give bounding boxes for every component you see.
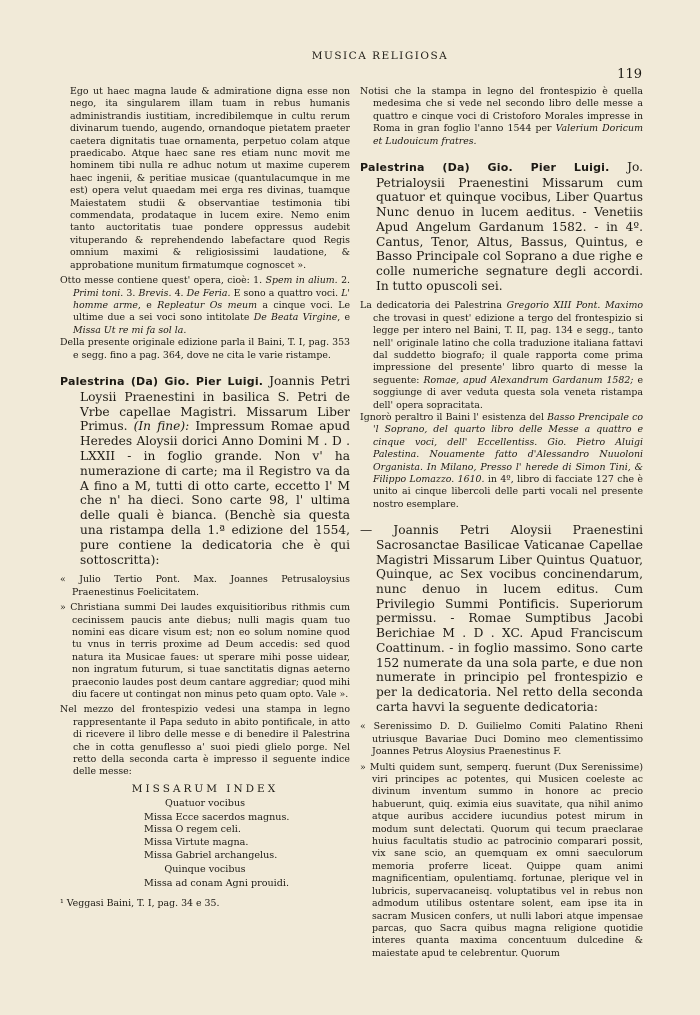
basso-principale-note: Ignorò peraltro il Baini l' esistenza del Basso Prencipale co 'l Soprano, del quarto libro delle Messe a quattro e cinque voci, dell' Eccellentiss. Gio. Pietro Aluigi Palestina. Nouamente fatto d'Alessandro Nuuoloni Organista. In Milano, Presso l' herede di Simon Tini, & Filippo Lomazzo. 1610. in 4º, libro di facciate 127 che è unito ai cinque libercoli delle parti vocali nel presente nostro esemplare. bbox=[360, 412, 643, 510]
entry-palestrina-liber-quartus: Palestrina (Da) Gio. Pier Luigi. Jo. Petrialoysii Praenestini Missarum cum quatuor et quinque vocibus, Liber Quartus Nunc denuo in lucem aeditus. - Venetiis Apud Angelum Gardanum 1582. - in 4º. Cantus, Tenor, Altus, Bassus, Quintus, e Basso Principale col Soprano a due righe e colle numeriche segnature degli accordi. In tutto opuscoli sei. bbox=[360, 160, 643, 293]
index-quinque-heading: Quinque vocibus bbox=[164, 864, 246, 876]
entry-liber-quintus: — Joannis Petri Aloysii Praenestini Sacrosanctae Basilicae Vaticanae Capellae Magistri Missarum Liber Quintus Quatuor, Quinque, ac Sex vocibus concinendarum, nunc denuo in lucem editus. Cum Privilegio Summi Pontificis. Superiorum permissu. - Romae Sumptibus Jacobi Berichiae M . D . XC. Apud Franciscum Coattinum. - in foglio massimo. Sono carte 152 numerate da una sola parte, e due non numerate in principio pel frontespizio e per la dedicatoria. Nel retto della seconda carta havvi la seguente dedicatoria: bbox=[360, 523, 643, 714]
right-column bbox=[360, 86, 643, 960]
index-item: Missa Ecce sacerdos magnus. bbox=[144, 811, 290, 823]
missarum-index-title: MISSARUM INDEX bbox=[131, 782, 279, 795]
index-item: Missa Gabriel archangelus. bbox=[144, 849, 278, 861]
frontispiece-note: Nel mezzo del frontespizio vedesi una stampa in legno rappresentante il Papa seduto in abito pontificale, in atto di ricevere il libro delle messe e di benedire il Palestrina che in cotta genuflesso a' suoi piedi glielo porge. Nel retto della seconda carta è impresso il seguente indice delle messe: bbox=[60, 704, 350, 778]
frontispiece-morales-note: Notisi che la stampa in legno del frontespizio è quella medesima che si vede nel secondo libro delle messe a quattro e cinque voci di Cristoforo Morales impresse in Roma in gran foglio l'anno 1544 per Valerium Doricum et Ludouicum fratres. bbox=[360, 86, 643, 147]
dedication-text: » Multi quidem sunt, semperq. fuerunt (Dux Serenissime) viri principes ac potentes, qui Musicen coeleste ac divinum inventum summo in honore ac precio habuerunt, quiq. eximia eius suavitate, qua nihil animo atque auribus accidere iucundius potest mirum in modum sunt delectati. Quorum qui tecum praeclarae huius facultatis studio ac patrocinio comparari possit, vix sane scio, an quemquam ex omni saeculorum memoria proferre liceat. Quippe quam animi magnificentiam, opulentiamq. fortunae, plerique vel in lubricis, supervacaneisq. voluptatibus vel in rebus non admodum utilibus ostentare solent, eam ipse ita in sacram Musicen confers, ut nulli labori atque impensae parcas, quo Sacra quibus magna religione quotidie interes quanta maxima concentuum dulcedine & maiestate apud te celebrentur. Quorum bbox=[360, 761, 643, 959]
latin-dedication-end: Ego ut haec magna laude & admiratione digna esse non nego, ita singularem illam tuam in rebus humanis administrandis iustitiam, incredibilemque in cultu rerum divinarum tuendo, augendo, ornandoque pietatem praeter caetera dignitatis tuae ornamenta, perpetuo colam atque praedicabo. Atque haec sane res etiam nunc movit me hominem tibi nulla re adhuc notum ut maxime cuperem haec ingenii, & peritiae musicae (quantulacumque in me est) opera velut quaedam mei erga res divinas, tuamque Maiestatem studii & observantiae testimonia tibi commendata, prodataque in lucem exire. Nemo enim tanto auctoritatis tuae pondere oppressus audebit vituperando & reprehendendo labefactare quod Regis omnium maximi & religiosissimi laudatione, & approbatione munitum firmatumque cognoscet ». bbox=[70, 86, 350, 271]
index-item: Missa Virtute magna. bbox=[144, 836, 249, 848]
contents-note: Otto messe contiene quest' opera, cioè: 1. Spem in alium. 2. Primi toni. 3. Brevis. 4. De Feria. E sono a quattro voci. L' homme arme, e Repleatur Os meum a cinque voci. Le ultime due a sei voci sono intitolate De Beata Virgine, e Missa Ut re mi fa sol la. bbox=[60, 275, 351, 336]
page-number: 119 bbox=[617, 67, 642, 82]
index-quatuor-heading: Quatuor vocibus bbox=[164, 797, 246, 809]
entry-palestrina-liber-primus: Palestrina (Da) Gio. Pier Luigi. Joannis Petri Loysii Praenestini in basilica S. Petri de Vrbe capellae Magistri. Missarum Liber Primus. (In fine): Impressum Romae apud Heredes Aloysii dorici Anno Domini M . D . LXXII - in foglio grande. Non v' ha numerazione di carte; ma il Registro va da A fino a M, tutti di otto carte, eccetto l' M che n' ha dieci. Sono carte 98, l' ultima delle quali è bianca. (Benchè sia questa una ristampa della 1.ª edizione del 1554, pure contiene la dedicatoria che è qui sottoscritta): bbox=[60, 373, 351, 567]
baini-note: Della presente originale edizione parla il Baini, T. I, pag. 353 e segg. fino a pag. 364, dove ne cita le varie ristampe. bbox=[60, 337, 350, 361]
index-item: Missa ad conam Agni prouidi. bbox=[144, 878, 289, 890]
entry-heading: Palestrina (Da) Gio. Pier Luigi. bbox=[360, 161, 610, 175]
dedication-note: La dedicatoria dei Palestrina Gregorio XIII Pont. Maximo che trovasi in quest' edizione a tergo del frontespizio si legge per intero nel Baini, T. II, pag. 134 e segg., tanto nell' originale latino che colla traduzione italiana fattavi dal suddetto biografo; il quale rapporta come prima impressione del presente' libro quarto di messe la seguente: Romae, apud Alexandrum Gardanum 1582; e soggiunge di aver veduta questa sola veneta ristampa dell' opera sopracitata. bbox=[360, 300, 644, 411]
running-title: MUSICA RELIGIOSA bbox=[311, 50, 449, 62]
footnote: ¹ Veggasi Baini, T. I, pag. 34 e 35. bbox=[60, 897, 220, 909]
dedication-salutation: « Serenissimo D. D. Guilielmo Comiti Palatino Rheni utriusque Bavariae Duci Domino meo clementissimo Joannes Petrus Aloysius Praenestinus F. bbox=[360, 721, 643, 758]
left-column bbox=[60, 86, 350, 910]
dedication-salutation: « Julio Tertio Pont. Max. Joannes Petrusaloysius Praenestinus Foelicitatem. bbox=[60, 574, 350, 598]
dedication-text: » Christiana summi Dei laudes exquisitioribus rithmis cum cecinissem paucis ante diebus; nulli magis quam tuo nomini eas dicare visum est; non eo solum nomine quod tu vnus in terris proxime ad Deum accedis: sed quod natura ita Musicae faues: ut sperare mihi posse uidear, non ingratum futurum, si tuae sanctitatis dignas aeterno praeconio laudes post deum cantare aggrediar; quod mihi diu facere ut contingat non minus peto quam opto. Vale ». bbox=[60, 602, 350, 700]
index-item: Missa O regem celi. bbox=[144, 824, 241, 836]
entry-heading: Palestrina (Da) Gio. Pier Luigi. bbox=[60, 374, 264, 388]
